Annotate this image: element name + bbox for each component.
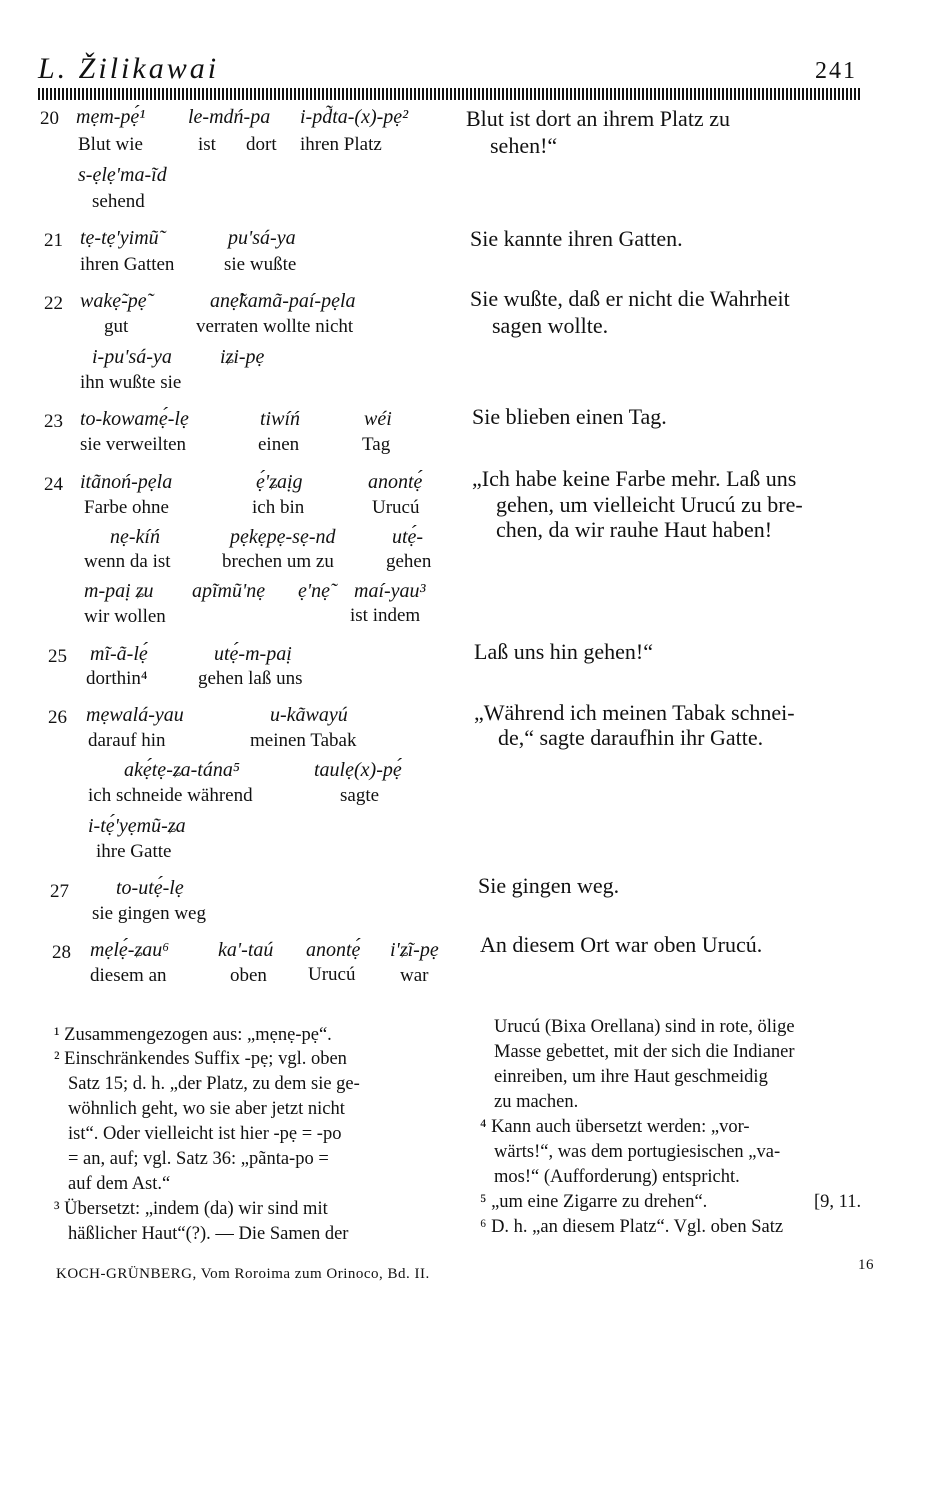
footnote-line: ⁶ D. h. „an diesem Platz“. Vgl. oben Satz xyxy=(480,1217,784,1237)
footnote-line: = an, auf; vgl. Satz 36: „pãnta-po = xyxy=(68,1149,329,1169)
translation-line: „Während ich meinen Tabak schnei- xyxy=(474,700,795,725)
gloss-word: dort xyxy=(246,134,277,155)
sentence-number: 20 xyxy=(40,108,59,129)
sentence-number: 22 xyxy=(44,293,63,314)
page-footer: KOCH-GRÜNBERG, Vom Roroima zum Orinoco, Bd. II. xyxy=(56,1266,430,1282)
gloss-word: ich schneide während xyxy=(88,785,253,806)
translation-line: Laß uns hin gehen!“ xyxy=(474,639,653,664)
gloss-word: einen xyxy=(258,434,300,455)
indigenous-word: i-pd̃ta-(x)-pẹ² xyxy=(300,106,409,128)
indigenous-word: akẹ́tẹ-ʑa-tána⁵ xyxy=(124,759,240,781)
indigenous-word: utẹ́-m-paị xyxy=(214,643,292,665)
translation-line: sagen wollte. xyxy=(492,313,609,338)
footnote-line: ist“. Oder vielleicht ist hier -pẹ = -po xyxy=(68,1124,342,1144)
footnote-line: [9, 11. xyxy=(814,1192,862,1212)
indigenous-word: le-mdń-pa xyxy=(188,106,271,128)
gloss-word: Blut wie xyxy=(78,134,143,155)
footnote-line: ⁴ Kann auch übersetzt werden: „vor- xyxy=(480,1117,750,1137)
footnote-line: ² Einschränkendes Suffix -pẹ; vgl. oben xyxy=(54,1049,347,1069)
indigenous-word: utẹ́- xyxy=(392,526,424,548)
indigenous-word: ẹ́'ʑaịg xyxy=(256,471,303,493)
gloss-word: Urucú xyxy=(308,964,356,985)
indigenous-word: tiwíń xyxy=(260,408,301,430)
sentence-number: 25 xyxy=(48,646,67,667)
gloss-word: gut xyxy=(104,316,129,337)
translation-line: de,“ sagte daraufhin ihr Gatte. xyxy=(498,725,764,750)
gloss-word: brechen um zu xyxy=(222,551,334,572)
sentence-number: 28 xyxy=(52,942,71,963)
indigenous-word: mẹwalá-yau xyxy=(86,704,184,726)
indigenous-word: to-utẹ́-lẹ xyxy=(116,877,184,899)
gloss-word: sie gingen weg xyxy=(92,903,206,924)
gloss-word: Tag xyxy=(362,434,391,455)
indigenous-word: apĩmũ'nẹ xyxy=(192,580,266,602)
gloss-word: war xyxy=(400,965,429,986)
translation-line: An diesem Ort war oben Urucú. xyxy=(480,932,763,957)
translation-line: Sie gingen weg. xyxy=(478,873,620,898)
gloss-word: gehen xyxy=(386,551,432,572)
indigenous-word: pu'sá-ya xyxy=(228,227,296,249)
footnote-line: Masse gebettet, mit der sich die Indianer xyxy=(494,1042,795,1062)
translation-line: sehen!“ xyxy=(490,133,558,158)
gloss-word: darauf hin xyxy=(88,730,166,751)
indigenous-word: nẹ-kíń xyxy=(110,526,160,548)
gloss-word: diesem an xyxy=(90,965,167,986)
footnote-line: ³ Übersetzt: „indem (da) wir sind mit xyxy=(54,1199,328,1219)
footnote-line: einreiben, um ihre Haut geschmeidig xyxy=(494,1067,768,1087)
indigenous-word: to-kowamẹ́-lẹ xyxy=(80,408,189,430)
indigenous-word: maí-yau³ xyxy=(354,580,426,602)
sentence-number: 24 xyxy=(44,474,63,495)
gloss-word: wenn da ist xyxy=(84,551,171,572)
gloss-word: meinen Tabak xyxy=(250,730,357,751)
gloss-word: sie verweilten xyxy=(80,434,187,455)
sentence-number: 21 xyxy=(44,230,63,251)
footnote-line: Urucú (Bixa Orellana) sind in rote, ölige xyxy=(494,1017,795,1037)
footnote-line: ⁵ „um eine Zigarre zu drehen“. xyxy=(480,1192,708,1212)
gloss-word: dorthin⁴ xyxy=(86,668,148,689)
footnote-line: häßlicher Haut“(?). — Die Samen der xyxy=(68,1224,349,1244)
indigenous-word: s-ẹlẹ'ma-ĩd xyxy=(78,164,167,186)
gloss-word: gehen laß uns xyxy=(198,668,303,689)
indigenous-word: anẹ̃kamã-paí-pẹla xyxy=(210,290,356,312)
translation-line: gehen, um vielleicht Urucú zu bre- xyxy=(496,492,803,517)
gloss-word: verraten wollte nicht xyxy=(196,316,354,337)
footnote-line: auf dem Ast.“ xyxy=(68,1174,171,1194)
indigenous-word: wakẹ̃-pẹ̃ xyxy=(80,290,147,312)
indigenous-word: m-paị ʑu xyxy=(84,580,154,602)
gloss-word: ihre Gatte xyxy=(96,841,172,862)
translation-line: „Ich habe keine Farbe mehr. Laß uns xyxy=(472,466,797,491)
gloss-word: Urucú xyxy=(372,497,420,518)
translation-line: Sie kannte ihren Gatten. xyxy=(470,226,683,251)
footnote-line: Satz 15; d. h. „der Platz, zu dem sie ge- xyxy=(68,1074,360,1094)
page-number: 241 xyxy=(815,58,857,84)
indigenous-word: i'ʑĩ-pẹ xyxy=(390,939,439,961)
gloss-word: ihren Platz xyxy=(300,134,382,155)
indigenous-word: i-pu'sá-ya xyxy=(92,346,172,368)
gloss-word: wir wollen xyxy=(84,606,166,627)
running-head-author: L. Žilikawai xyxy=(38,52,220,85)
sentence-number: 23 xyxy=(44,411,63,432)
gloss-word: oben xyxy=(230,965,267,986)
page-footer: 16 xyxy=(858,1257,874,1273)
indigenous-word: i-tẹ́'yẹmũ-ʑa xyxy=(88,815,186,837)
footnote-line: mos!“ (Aufforderung) entspricht. xyxy=(494,1167,740,1187)
indigenous-word: mĩ-ã-lẹ́ xyxy=(90,643,148,665)
footnote-line: ¹ Zusammengezogen aus: „mẹnẹ-pẹ“. xyxy=(54,1025,332,1045)
gloss-word: ihn wußte sie xyxy=(80,372,182,393)
translation-line: Sie blieben einen Tag. xyxy=(472,404,667,429)
translation-line: Sie wußte, daß er nicht die Wahrheit xyxy=(470,286,790,311)
gloss-word: sie wußte xyxy=(224,254,297,275)
indigenous-word: iʑi-pẹ xyxy=(220,346,265,368)
sentence-number: 26 xyxy=(48,707,67,728)
indigenous-word: tẹ-tẹ'yimũ̃ xyxy=(80,227,159,249)
indigenous-word: itãnoń-pẹla xyxy=(80,471,173,493)
indigenous-word: ka'-taú xyxy=(218,939,274,961)
indigenous-word: anontẹ́ xyxy=(368,471,423,493)
footnote-line: zu machen. xyxy=(494,1092,579,1112)
indigenous-word: mẹlẹ́-ʑau⁶ xyxy=(90,939,170,961)
indigenous-word: u-kãwayú xyxy=(270,704,348,726)
indigenous-word: mẹm-pẹ́¹ xyxy=(76,106,146,128)
indigenous-word: taulẹ(x)-pẹ́ xyxy=(314,759,402,781)
gloss-word: Farbe ohne xyxy=(84,497,169,518)
header-rule xyxy=(38,88,860,100)
footnote-line: wöhnlich geht, wo sie aber jetzt nicht xyxy=(68,1099,345,1119)
indigenous-word: pẹkẹpẹ-sẹ-nd xyxy=(230,526,336,548)
translation-line: chen, da wir rauhe Haut haben! xyxy=(496,517,773,542)
gloss-word: ihren Gatten xyxy=(80,254,175,275)
gloss-word: ist indem xyxy=(350,605,421,626)
translation-line: Blut ist dort an ihrem Platz zu xyxy=(466,106,730,131)
sentence-number: 27 xyxy=(50,881,69,902)
gloss-word: ist xyxy=(198,134,216,155)
footnote-line: wärts!“, was dem portugiesischen „va- xyxy=(494,1142,781,1162)
gloss-word: sehend xyxy=(92,191,145,212)
gloss-word: ich bin xyxy=(252,497,305,518)
gloss-word: sagte xyxy=(340,785,380,806)
indigenous-word: wéi xyxy=(364,408,392,430)
indigenous-word: ẹ'nẹ̃ xyxy=(298,580,331,602)
indigenous-word: anontẹ́ xyxy=(306,939,361,961)
